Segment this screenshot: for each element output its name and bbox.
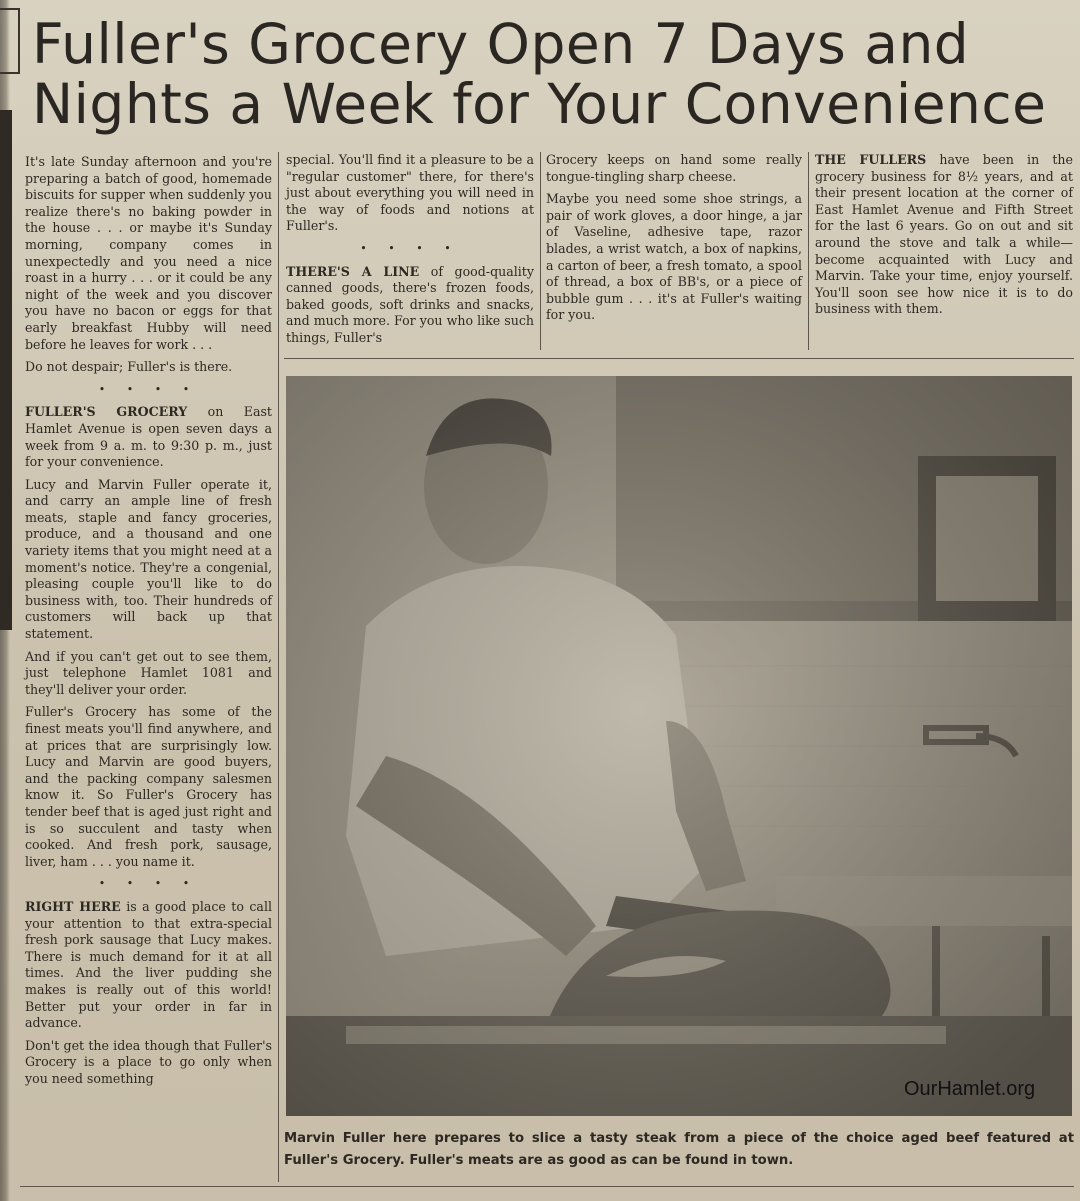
paragraph: Maybe you need some shoe strings, a pair of work gloves, a door hinge, a jar of Vaseline, adhesive tape, razor blades, a wrist watch, a box of napkins, a carton of beer, a fresh tomato, a spool of thread, a box of BB's, or a piece of bubble gum . . . it's at Fuller's waiting for you. <box>546 191 802 323</box>
paragraph <box>286 264 534 347</box>
paragraph: Grocery keeps on hand some really tongue-tingling sharp cheese. <box>546 152 802 184</box>
paragraph-text: have been in the grocery business for 8½ years, and at their present location at the corner of East Hamlet Avenue and Fifth Street for the last 6 years. Go on out and sit around the stove and talk a while—become acquainted with Lucy and Marvin. Take your time, enjoy yourself. You'll soon see how nice it is to do business with them. <box>815 152 1073 317</box>
headline-line-1: Fuller's Grocery Open 7 Days and <box>32 12 970 76</box>
paragraph-lead: THERE'S A LINE <box>286 263 420 279</box>
column-rule-2 <box>540 152 541 350</box>
headline <box>32 14 1072 134</box>
article-column-1 <box>25 154 272 1093</box>
site-watermark: OurHamlet.org <box>904 1078 1036 1100</box>
paragraph: Do not despair; Fuller's is there. <box>25 359 233 375</box>
paragraph: Fuller's Grocery has some of the finest meats you'll find anywhere, and at prices that are surprisingly low. Lucy and Marvin are good buyers, and the packing company salesmen know it. So Fuller's Grocery has tender beef that is aged just right and is so succulent and tasty when cooked. And fresh pork, sausage, liver, ham . . . you name it. <box>25 704 272 869</box>
paragraph-lead: THE FULLERS <box>815 152 927 167</box>
column-rule-3 <box>808 152 809 350</box>
paragraph: special. You'll find it a pleasure to be a "regular customer" there, for there's just about everything you will need in the way of foods and notions at Fuller's. <box>286 152 534 234</box>
butcher-photograph <box>286 376 1072 1116</box>
headline-line-2: Nights a Week for Your Convenience <box>32 72 1047 136</box>
paragraph-text: of good-quality canned goods, there's frozen foods, baked goods, soft drinks and snacks, and much more. For you who like such things, Fuller's <box>286 263 534 345</box>
adjacent-page-edge <box>0 110 12 630</box>
separator-stars: • • • • <box>98 382 199 396</box>
paragraph-lead: FULLER'S GROCERY <box>25 404 188 420</box>
article-column-2 <box>286 152 534 353</box>
bottom-rule <box>20 1186 1074 1187</box>
paragraph <box>25 404 272 470</box>
photo-illustration <box>286 376 1072 1116</box>
column-rule-1 <box>278 152 279 1182</box>
paragraph: Lucy and Marvin Fuller operate it, and carry an ample line of fresh meats, staple and fancy groceries, produce, and a thousand and one variety items that you might need at a moment's notice. They're a congenial, pleasing couple you'll like to do business with, too. Their hundreds of customers will back up that statement. <box>25 476 272 642</box>
photo-top-rule <box>284 358 1074 359</box>
paragraph-text: is a good place to call your attention to that extra-special fresh pork sausage that Lucy makes. There is much demand for it at all times. And the liver pudding she makes is really out of this world! Better put your order in far in advance. <box>25 898 272 1031</box>
paragraph <box>815 152 1073 318</box>
paragraph <box>25 899 272 1032</box>
paragraph: It's late Sunday afternoon and you're preparing a batch of good, homemade biscuits for supper when suddenly you realize there's no baking powder in the house . . . or maybe it's Sunday morning, company comes in unexpectedly and you need a nice roast in a hurry . . . or it could be any night of the week and you discover you have no bacon or eggs for that early breakfast Hubby will need before he leaves for work . . . <box>25 154 272 352</box>
article-column-3 <box>546 152 802 330</box>
paragraph: And if you can't get out to see them, just telephone Hamlet 1081 and they'll deliver your order. <box>25 648 272 697</box>
adjacent-column-rule <box>0 8 20 74</box>
article-column-4 <box>815 152 1073 324</box>
separator-stars: • • • • <box>360 241 460 255</box>
photo-caption: Marvin Fuller here prepares to slice a tasty steak from a piece of the choice aged beef featured at Fuller's Grocery. Fuller's meats are as good as can be found in town. <box>284 1131 1074 1168</box>
separator-stars: • • • • <box>98 877 199 891</box>
paragraph: Don't get the idea though that Fuller's Grocery is a place to go only when you need something <box>25 1037 272 1086</box>
paragraph-lead: RIGHT HERE <box>25 898 121 914</box>
paragraph-text: on East Hamlet Avenue is open seven days a week from 9 a. m. to 9:30 p. m., just for your convenience. <box>25 404 272 470</box>
